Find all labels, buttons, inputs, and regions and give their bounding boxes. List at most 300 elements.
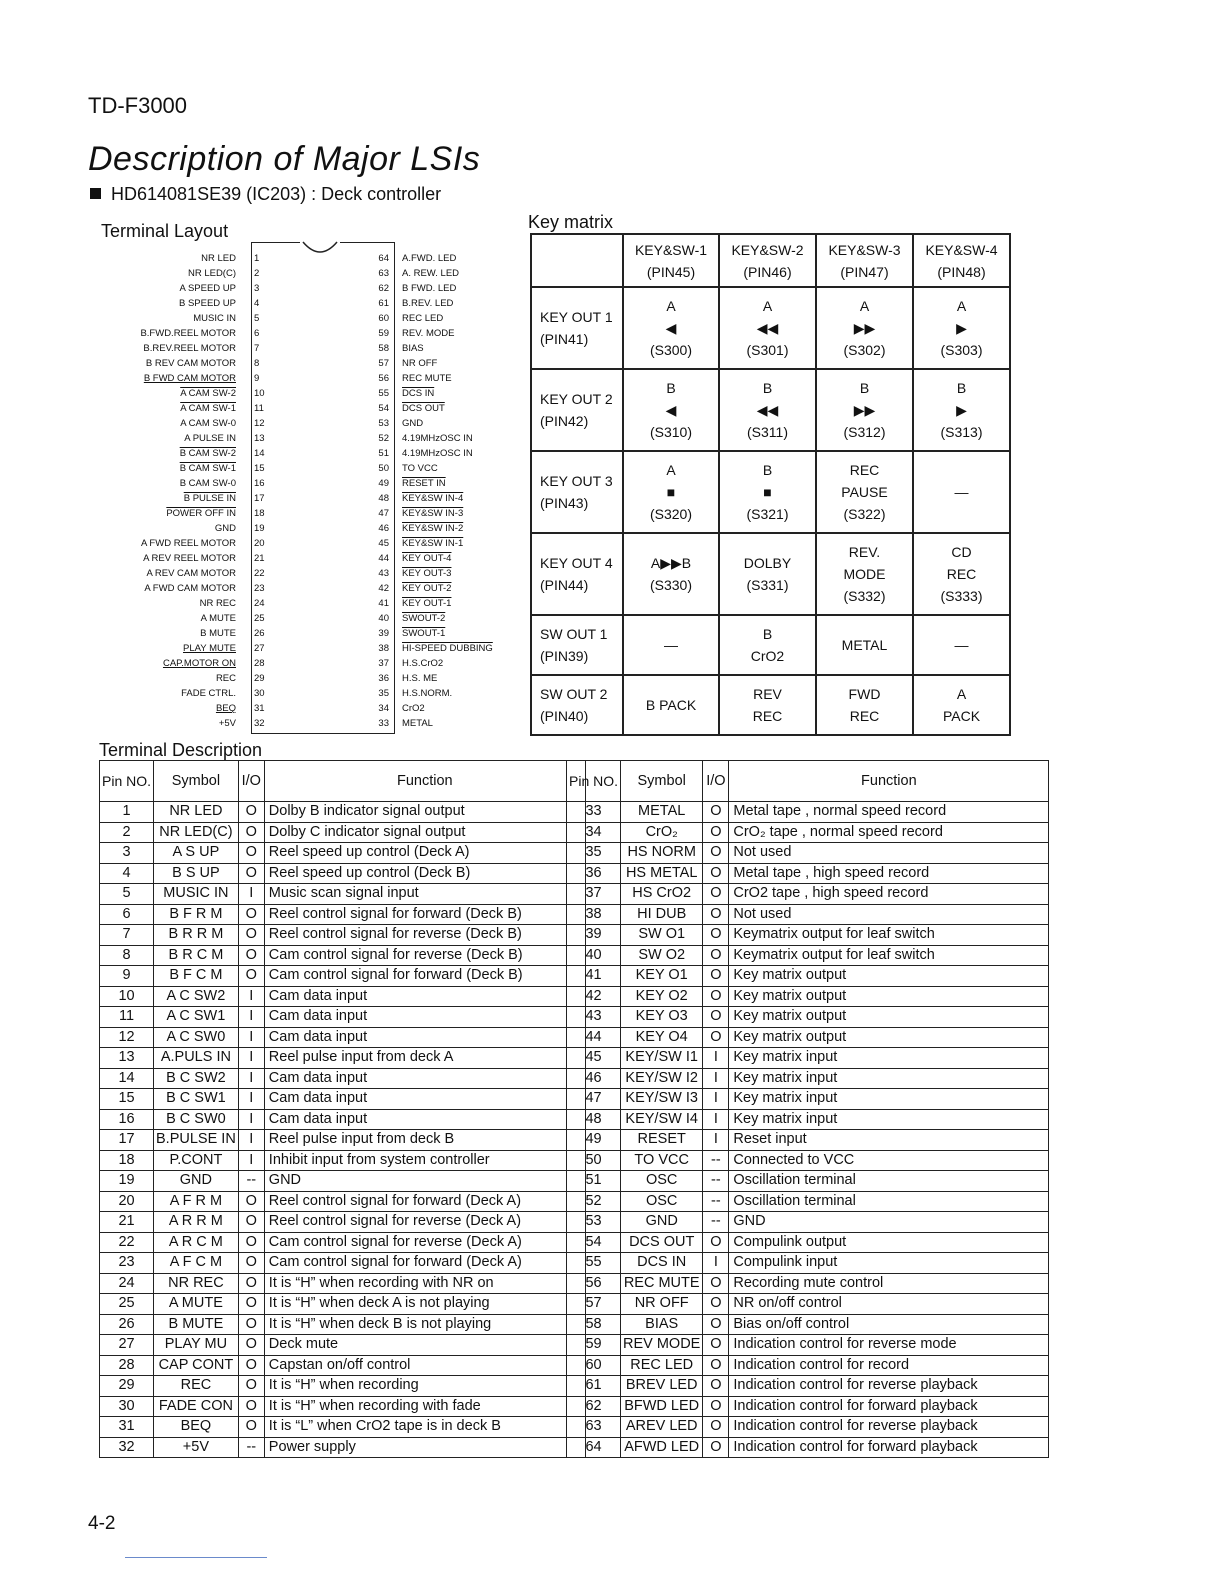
- pin-label-right: BIAS: [402, 343, 424, 354]
- pin-label-left: A CAM SW-1: [180, 403, 236, 414]
- function-cell: Metal tape , normal speed record: [729, 802, 1049, 823]
- row-pin: (PIN40): [540, 708, 589, 724]
- table-row: [567, 1089, 1049, 1110]
- pin-number-right: 62: [378, 283, 389, 294]
- key-matrix-cell: [623, 615, 719, 675]
- pin-number-right: 44: [378, 553, 389, 564]
- pin-number-left: 25: [254, 613, 265, 624]
- pin-number-right: 35: [378, 688, 389, 699]
- pin-number-right: 42: [378, 583, 389, 594]
- key-matrix-column-header: [913, 234, 1010, 287]
- key-matrix-cell: [719, 287, 816, 369]
- symbol-cell: A C SW2: [154, 986, 239, 1007]
- table-row: [100, 1089, 586, 1110]
- function-cell: Indication control for reverse playback: [729, 1417, 1049, 1438]
- io-cell: O: [703, 1232, 729, 1253]
- function-cell: Reel control signal for reverse (Deck B): [264, 925, 585, 946]
- key-matrix-cell: [913, 369, 1010, 451]
- cell-line: ▶▶: [853, 402, 876, 418]
- pin-number-left: 30: [254, 688, 265, 699]
- function-cell: Cam control signal for forward (Deck B): [264, 966, 585, 987]
- pin-label-left: A FWD REEL MOTOR: [140, 538, 236, 549]
- key-matrix-column-header: [816, 234, 913, 287]
- function-cell: Key matrix output: [729, 986, 1049, 1007]
- cell-line: (S312): [843, 424, 886, 440]
- table-row: [100, 1437, 586, 1458]
- function-cell: Key matrix input: [729, 1109, 1049, 1130]
- pin-number-right: 39: [378, 628, 389, 639]
- symbol-cell: DCS OUT: [621, 1232, 703, 1253]
- pin-label-left: B.FWD.REEL MOTOR: [140, 328, 236, 339]
- function-cell: GND: [729, 1212, 1049, 1233]
- pin-label-right: KEY&SW IN-1: [402, 538, 464, 549]
- key-matrix-cell: [623, 675, 719, 735]
- symbol-cell: BIAS: [621, 1314, 703, 1335]
- pin-number-left: 21: [254, 553, 265, 564]
- function-cell: Indication control for record: [729, 1355, 1049, 1376]
- pin-number-right: 50: [378, 463, 389, 474]
- io-cell: O: [703, 1376, 729, 1397]
- symbol-cell: B C SW2: [154, 1068, 239, 1089]
- key-matrix-row-header: [531, 675, 623, 735]
- symbol-cell: KEY O1: [621, 966, 703, 987]
- column-name: KEY&SW-3: [828, 241, 901, 258]
- cell-line: ■: [763, 484, 772, 500]
- io-cell: I: [238, 1089, 264, 1110]
- pin-number-left: 15: [254, 463, 265, 474]
- cell-line: B: [762, 462, 773, 478]
- io-cell: --: [238, 1437, 264, 1458]
- io-cell: O: [703, 843, 729, 864]
- pin-number-left: 2: [254, 268, 260, 279]
- symbol-cell: BFWD LED: [621, 1396, 703, 1417]
- symbol-cell: KEY O4: [621, 1027, 703, 1048]
- table-row: [567, 1314, 1049, 1335]
- pin-label-left: REC: [215, 673, 236, 684]
- row-pin: (PIN41): [540, 331, 589, 347]
- pin-cell: 33: [567, 802, 621, 823]
- pin-number-right: 46: [378, 523, 389, 534]
- function-cell: Indication control for forward playback: [729, 1396, 1049, 1417]
- key-matrix-cell: [816, 533, 913, 615]
- key-matrix-cell: [623, 287, 719, 369]
- symbol-cell: P.CONT: [154, 1150, 239, 1171]
- pin-label-right: REV. MODE: [402, 328, 455, 339]
- table-row: [567, 884, 1049, 905]
- pin-label-left: A MUTE: [200, 613, 236, 624]
- model-name: TD-F3000: [88, 93, 188, 118]
- table-row: [567, 1191, 1049, 1212]
- cell-line: (S300): [649, 342, 693, 358]
- ic-subtitle: [90, 184, 441, 205]
- pin-number-left: 24: [254, 598, 265, 609]
- pin-cell: 21: [100, 1212, 154, 1233]
- io-cell: I: [238, 1109, 264, 1130]
- symbol-cell: A R C M: [154, 1232, 239, 1253]
- cell-line: (S302): [843, 342, 886, 358]
- pin-cell: 62: [567, 1396, 621, 1417]
- pin-number-right: 60: [378, 313, 389, 324]
- pin-label-right: TO VCC: [402, 463, 438, 474]
- function-cell: Cam data input: [264, 1007, 585, 1028]
- pin-cell: 58: [567, 1314, 621, 1335]
- symbol-cell: SW O1: [621, 925, 703, 946]
- pin-cell: 27: [100, 1335, 154, 1356]
- symbol-cell: B R C M: [154, 945, 239, 966]
- table-row: [100, 863, 586, 884]
- io-cell: I: [238, 1130, 264, 1151]
- pin-cell: 2: [100, 822, 154, 843]
- pin-label-right: A. REW. LED: [402, 268, 460, 279]
- cell-line: (S303): [940, 342, 983, 358]
- cell-line: (S321): [746, 506, 789, 522]
- cell-line: (S311): [747, 424, 788, 440]
- io-cell: I: [703, 1253, 729, 1274]
- pin-number-right: 33: [378, 718, 389, 729]
- cell-line: ◀: [665, 320, 677, 336]
- pin-label-left: B CAM SW-2: [179, 448, 236, 459]
- pin-number-left: 8: [254, 358, 260, 369]
- pin-cell: 45: [567, 1048, 621, 1069]
- table-row: [100, 822, 586, 843]
- key-matrix-cell: [913, 533, 1010, 615]
- cell-line: (S333): [940, 588, 983, 604]
- pin-cell: 32: [100, 1437, 154, 1458]
- pin-label-left: PLAY MUTE: [183, 643, 236, 654]
- pin-number-right: 49: [378, 478, 389, 489]
- io-cell: O: [238, 843, 264, 864]
- pin-label-right: NR OFF: [402, 358, 438, 369]
- symbol-cell: B S UP: [154, 863, 239, 884]
- io-cell: O: [238, 945, 264, 966]
- table-row: [100, 1212, 586, 1233]
- symbol-cell: A F C M: [154, 1253, 239, 1274]
- function-cell: Key matrix output: [729, 1027, 1049, 1048]
- pin-cell: 46: [567, 1068, 621, 1089]
- pin-cell: 28: [100, 1355, 154, 1376]
- table-row: [567, 822, 1049, 843]
- key-matrix-column-header: [719, 234, 816, 287]
- pin-cell: 9: [100, 966, 154, 987]
- io-cell: O: [703, 945, 729, 966]
- function-cell: Bias on/off control: [729, 1314, 1049, 1335]
- io-cell: O: [238, 863, 264, 884]
- row-name: SW OUT 2: [540, 686, 608, 702]
- io-cell: I: [703, 1130, 729, 1151]
- io-cell: O: [238, 1273, 264, 1294]
- table-row: [567, 863, 1049, 884]
- pin-number-right: 54: [378, 403, 389, 414]
- key-matrix-row-header: [531, 615, 623, 675]
- pin-label-left: BEQ: [215, 703, 236, 714]
- cell-line: REC: [849, 462, 880, 478]
- table-row: [567, 1232, 1049, 1253]
- key-matrix-cell: [913, 615, 1010, 675]
- pin-number-right: 41: [378, 598, 389, 609]
- function-cell: Power supply: [264, 1437, 585, 1458]
- pin-label-right: REC MUTE: [402, 373, 452, 384]
- pin-label-right: REC LED: [402, 313, 444, 324]
- pin-cell: 64: [567, 1437, 621, 1458]
- pin-cell: 50: [567, 1150, 621, 1171]
- pin-number-right: 38: [378, 643, 389, 654]
- symbol-cell: GND: [154, 1171, 239, 1192]
- symbol-cell: B R R M: [154, 925, 239, 946]
- table-row: [567, 1027, 1049, 1048]
- cell-line: —: [664, 637, 678, 653]
- pin-cell: 35: [567, 843, 621, 864]
- pin-cell: 15: [100, 1089, 154, 1110]
- column-name: KEY&SW-2: [731, 241, 804, 258]
- pin-number-left: 13: [254, 433, 265, 444]
- io-header: I/O: [238, 761, 264, 802]
- io-cell: O: [238, 1212, 264, 1233]
- row-name: KEY OUT 1: [540, 309, 613, 325]
- pin-label-right: SWOUT-1: [402, 628, 446, 639]
- terminal-description-heading: Terminal Description: [99, 740, 263, 760]
- pin-cell: 14: [100, 1068, 154, 1089]
- pin-number-right: 43: [378, 568, 389, 579]
- pin-number-left: 3: [254, 283, 260, 294]
- table-row: [567, 1376, 1049, 1397]
- cell-line: (S301): [746, 342, 789, 358]
- pin-label-right: METAL: [402, 718, 433, 729]
- table-row: [100, 1314, 586, 1335]
- key-matrix-row-header: [531, 451, 623, 533]
- row-name: KEY OUT 3: [540, 473, 613, 489]
- cell-line: PACK: [942, 708, 981, 724]
- cell-line: B: [859, 380, 870, 396]
- pin-number-right: 63: [378, 268, 389, 279]
- pin-header: Pin NO.: [100, 761, 154, 802]
- function-cell: Cam data input: [264, 986, 585, 1007]
- column-name: KEY&SW-4: [925, 241, 998, 258]
- pin-label-left: B REV CAM MOTOR: [145, 358, 236, 369]
- cell-line: REC: [849, 708, 880, 724]
- io-cell: O: [703, 1437, 729, 1458]
- symbol-cell: REC: [154, 1376, 239, 1397]
- symbol-cell: CrO₂: [621, 822, 703, 843]
- key-matrix-cell: [816, 451, 913, 533]
- pin-label-left: A PULSE IN: [184, 433, 236, 444]
- table-row: [567, 1273, 1049, 1294]
- io-cell: --: [703, 1150, 729, 1171]
- table-row: [100, 802, 586, 823]
- key-matrix-cell: [913, 675, 1010, 735]
- table-row: [567, 1396, 1049, 1417]
- function-cell: Reel speed up control (Deck B): [264, 863, 585, 884]
- key-matrix-row-header: [531, 369, 623, 451]
- pin-cell: 55: [567, 1253, 621, 1274]
- function-cell: Recording mute control: [729, 1273, 1049, 1294]
- pin-cell: 4: [100, 863, 154, 884]
- function-cell: CrO2 tape , high speed record: [729, 884, 1049, 905]
- pin-label-left: B CAM SW-1: [179, 463, 236, 474]
- pin-number-left: 31: [254, 703, 265, 714]
- row-name: KEY OUT 4: [540, 555, 613, 571]
- io-cell: I: [238, 1150, 264, 1171]
- cell-line: (S331): [746, 577, 789, 593]
- function-cell: Key matrix output: [729, 966, 1049, 987]
- pin-label-left: +5V: [218, 718, 236, 729]
- cell-line: (S313): [940, 424, 983, 440]
- pin-number-left: 32: [254, 718, 265, 729]
- cell-line: A: [666, 298, 676, 314]
- page-title: Description of Major LSIs: [88, 140, 481, 178]
- pin-label-right: 4.19MHzOSC IN: [402, 448, 473, 459]
- pin-label-right: KEY OUT-3: [402, 568, 452, 579]
- function-cell: Key matrix input: [729, 1089, 1049, 1110]
- function-cell: Reset input: [729, 1130, 1049, 1151]
- function-cell: Cam data input: [264, 1109, 585, 1130]
- io-header: I/O: [703, 761, 729, 802]
- symbol-cell: CAP CONT: [154, 1355, 239, 1376]
- function-cell: Key matrix input: [729, 1068, 1049, 1089]
- cell-line: B: [666, 380, 676, 396]
- terminal-table-right: [566, 760, 1049, 1458]
- function-cell: Reel control signal for forward (Deck A): [264, 1191, 585, 1212]
- pin-cell: 36: [567, 863, 621, 884]
- pin-number-right: 58: [378, 343, 389, 354]
- io-cell: O: [238, 1355, 264, 1376]
- function-cell: Indication control for forward playback: [729, 1437, 1049, 1458]
- pin-cell: 13: [100, 1048, 154, 1069]
- table-row: [567, 986, 1049, 1007]
- io-cell: O: [238, 904, 264, 925]
- pin-number-left: 1: [254, 253, 260, 264]
- cell-line: —: [954, 637, 969, 653]
- pin-cell: 60: [567, 1355, 621, 1376]
- pin-number-left: 29: [254, 673, 265, 684]
- function-cell: It is “L” when CrO2 tape is in deck B: [264, 1417, 585, 1438]
- pin-number-left: 23: [254, 583, 265, 594]
- io-cell: I: [238, 986, 264, 1007]
- table-row: [567, 1212, 1049, 1233]
- symbol-cell: A S UP: [154, 843, 239, 864]
- key-matrix-heading: Key matrix: [528, 212, 614, 232]
- cell-line: B: [956, 380, 967, 396]
- pin-cell: 42: [567, 986, 621, 1007]
- pin-label-right: KEY OUT-1: [402, 598, 452, 609]
- function-cell: Oscillation terminal: [729, 1191, 1049, 1212]
- function-cell: It is “H” when recording with fade: [264, 1396, 585, 1417]
- symbol-cell: PLAY MU: [154, 1335, 239, 1356]
- key-matrix-cell: [623, 451, 719, 533]
- io-cell: I: [703, 1048, 729, 1069]
- symbol-cell: AFWD LED: [621, 1437, 703, 1458]
- io-cell: O: [703, 1355, 729, 1376]
- row-pin: (PIN43): [540, 495, 589, 511]
- pin-cell: 49: [567, 1130, 621, 1151]
- io-cell: O: [703, 1335, 729, 1356]
- column-pin: (PIN47): [840, 263, 889, 280]
- table-row: [567, 1048, 1049, 1069]
- pin-cell: 39: [567, 925, 621, 946]
- cell-line: ◀◀: [756, 320, 779, 336]
- function-cell: Connected to VCC: [729, 1150, 1049, 1171]
- pin-cell: 11: [100, 1007, 154, 1028]
- pin-number-left: 26: [254, 628, 265, 639]
- table-row: [567, 802, 1049, 823]
- pin-label-right: HI-SPEED DUBBING: [402, 643, 493, 654]
- table-row: [100, 843, 586, 864]
- pin-label-right: KEY&SW IN-4: [402, 493, 464, 504]
- pin-label-right: KEY&SW IN-3: [402, 508, 464, 519]
- pin-label-right: KEY OUT-2: [402, 583, 452, 594]
- function-cell: Dolby B indicator signal output: [264, 802, 585, 823]
- symbol-cell: AREV LED: [621, 1417, 703, 1438]
- table-row: [100, 1417, 586, 1438]
- pin-cell: 1: [100, 802, 154, 823]
- io-cell: O: [238, 1294, 264, 1315]
- symbol-cell: METAL: [621, 802, 703, 823]
- table-row: [100, 1171, 586, 1192]
- pin-number-left: 11: [254, 403, 264, 414]
- pin-label-left: A SPEED UP: [179, 283, 236, 294]
- row-name: KEY OUT 2: [540, 391, 613, 407]
- pin-label-left: B MUTE: [200, 628, 236, 639]
- io-cell: I: [238, 1068, 264, 1089]
- table-row: [100, 1232, 586, 1253]
- pin-cell: 5: [100, 884, 154, 905]
- symbol-cell: A MUTE: [154, 1294, 239, 1315]
- cell-line: ◀: [665, 402, 677, 418]
- symbol-cell: B C SW0: [154, 1109, 239, 1130]
- symbol-cell: KEY O3: [621, 1007, 703, 1028]
- pin-label-left: NR LED(C): [187, 268, 236, 279]
- terminal-layout-heading: Terminal Layout: [101, 221, 229, 241]
- pin-label-right: SWOUT-2: [402, 613, 446, 624]
- pin-label-left: B CAM SW-0: [179, 478, 236, 489]
- pin-number-left: 22: [254, 568, 265, 579]
- symbol-cell: A R R M: [154, 1212, 239, 1233]
- function-cell: Not used: [729, 843, 1049, 864]
- symbol-cell: RESET: [621, 1130, 703, 1151]
- io-cell: I: [238, 1007, 264, 1028]
- pin-cell: 17: [100, 1130, 154, 1151]
- cell-line: A: [956, 686, 967, 702]
- pin-cell: 34: [567, 822, 621, 843]
- io-cell: O: [238, 802, 264, 823]
- pin-number-right: 51: [378, 448, 389, 459]
- pin-cell: 30: [100, 1396, 154, 1417]
- symbol-cell: NR OFF: [621, 1294, 703, 1315]
- pin-cell: 8: [100, 945, 154, 966]
- io-cell: I: [238, 1048, 264, 1069]
- pin-cell: 19: [100, 1171, 154, 1192]
- key-matrix-cell: [623, 533, 719, 615]
- io-cell: O: [703, 1417, 729, 1438]
- function-cell: Oscillation terminal: [729, 1171, 1049, 1192]
- symbol-cell: KEY/SW I2: [621, 1068, 703, 1089]
- io-cell: O: [238, 966, 264, 987]
- pin-number-right: 64: [378, 253, 389, 264]
- function-cell: Reel speed up control (Deck A): [264, 843, 585, 864]
- bullet-square-icon: [90, 188, 101, 199]
- cell-line: FWD: [848, 686, 881, 702]
- pin-label-right: KEY&SW IN-2: [402, 523, 464, 534]
- table-row: [567, 1150, 1049, 1171]
- table-row: [100, 1109, 586, 1130]
- function-cell: Compulink output: [729, 1232, 1049, 1253]
- footer-rule: [125, 1557, 267, 1558]
- symbol-cell: BREV LED: [621, 1376, 703, 1397]
- cell-line: REC: [946, 566, 977, 582]
- function-cell: Cam data input: [264, 1089, 585, 1110]
- pin-number-right: 52: [378, 433, 389, 444]
- pin-number-left: 27: [254, 643, 265, 654]
- pin-number-right: 34: [378, 703, 389, 714]
